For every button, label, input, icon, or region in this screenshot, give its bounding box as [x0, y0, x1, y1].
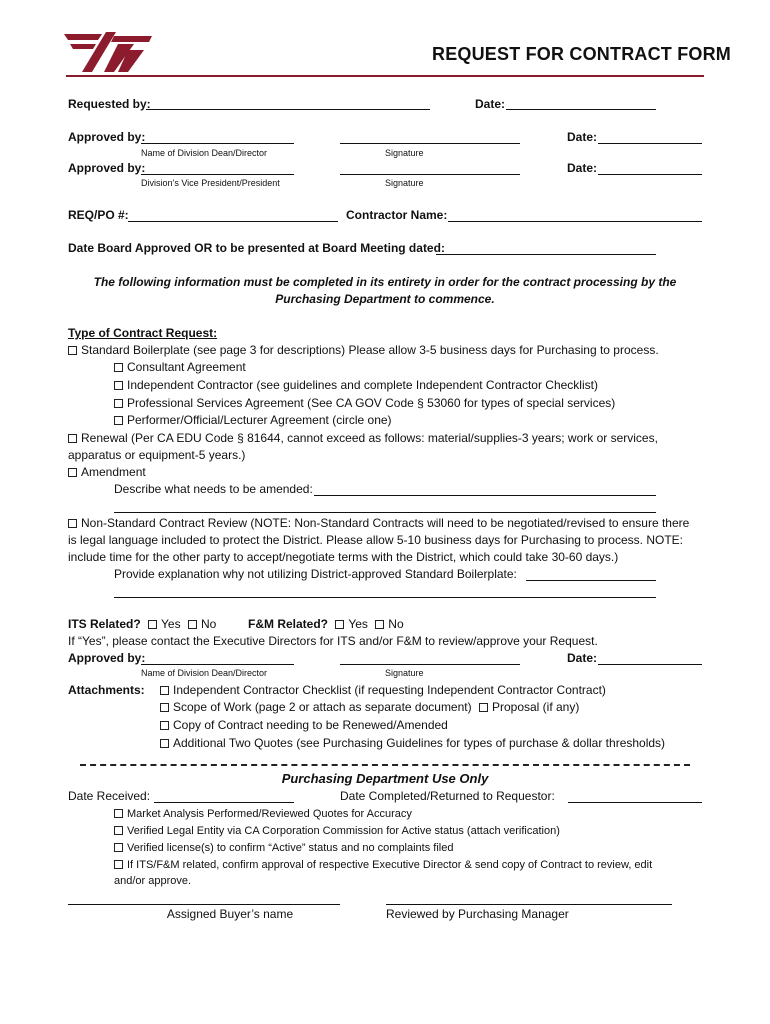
consultant-option — [114, 360, 246, 374]
requested-by-label: Requested by: — [68, 97, 151, 111]
logo-stripe-2 — [70, 44, 96, 49]
requested-by-field[interactable] — [146, 109, 430, 110]
attach-copy-text: Copy of Contract needing to be Renewed/Amended — [173, 718, 448, 732]
vp-signature-field[interactable] — [340, 174, 520, 175]
nonstandard-text-3: include time for the other party to accept/negotiate terms with the District, which could take 30-60 days.) — [68, 550, 619, 564]
amendment-text: Amendment — [81, 465, 146, 479]
attach-scope-checkbox[interactable] — [160, 703, 169, 712]
attach-checklist-option — [160, 683, 606, 697]
its-related-row — [68, 617, 216, 631]
consultant-checkbox[interactable] — [114, 363, 123, 372]
nonstandard-explain-label: Provide explanation why not utilizing District-approved Standard Boilerplate: — [114, 567, 517, 581]
board-date-field[interactable] — [436, 254, 656, 255]
amendment-option — [68, 465, 146, 479]
fm-no-text: No — [388, 617, 404, 631]
its-no-checkbox[interactable] — [188, 620, 197, 629]
signature-caption-1: Signature — [385, 148, 424, 158]
purchasing-item-1 — [114, 808, 412, 820]
independent-option — [114, 378, 598, 392]
attach-quotes-checkbox[interactable] — [160, 739, 169, 748]
market-analysis-checkbox[interactable] — [114, 809, 123, 818]
date-field-4[interactable] — [598, 664, 702, 665]
attach-quotes-option — [160, 736, 665, 750]
manager-caption: Reviewed by Purchasing Manager — [386, 907, 569, 921]
date-completed-label: Date Completed/Returned to Requestor: — [340, 789, 555, 803]
attachments-label: Attachments: — [68, 683, 145, 697]
performer-checkbox[interactable] — [114, 416, 123, 425]
fm-yes-checkbox[interactable] — [335, 620, 344, 629]
district-logo — [62, 30, 154, 74]
contract-type-heading: Type of Contract Request: — [68, 326, 218, 340]
header-rule — [66, 75, 704, 77]
renewal-text-1: Renewal (Per CA EDU Code § 81644, cannot exceed as follows: material/supplies-3 years; work or services, — [81, 431, 658, 445]
dean-caption-2: Name of Division Dean/Director — [141, 668, 268, 678]
vp-name-field[interactable] — [141, 174, 294, 175]
attach-quotes-text: Additional Two Quotes (see Purchasing Guidelines for types of purchase & dollar thresholds) — [173, 736, 666, 750]
nonstandard-option — [68, 516, 689, 530]
date-field-3[interactable] — [598, 174, 702, 175]
attach-scope-option — [160, 700, 579, 714]
date-field-2[interactable] — [598, 143, 702, 144]
approved-by-label-3: Approved by: — [68, 651, 146, 665]
nonstandard-explain-field-2[interactable] — [114, 597, 656, 598]
attach-copy-option — [160, 718, 448, 732]
renewal-option — [68, 431, 658, 445]
its-fm-approval-checkbox[interactable] — [114, 860, 123, 869]
logo-stripe-1 — [64, 34, 102, 40]
amend-describe-label: Describe what needs to be amended: — [114, 482, 313, 496]
date-label-3: Date: — [567, 161, 598, 175]
professional-text: Professional Services Agreement (See CA GOV Code § 53060 for types of special services) — [127, 396, 616, 410]
notice-line-2: Purchasing Department to commence. — [275, 292, 495, 306]
standard-checkbox[interactable] — [68, 346, 77, 355]
contractor-name-label: Contractor Name: — [346, 208, 448, 222]
section-divider — [80, 764, 690, 766]
professional-checkbox[interactable] — [114, 399, 123, 408]
attach-copy-checkbox[interactable] — [160, 721, 169, 730]
logo-bar-1 — [111, 36, 152, 42]
nonstandard-explain-field[interactable] — [526, 580, 656, 581]
independent-checkbox[interactable] — [114, 381, 123, 390]
renewal-checkbox[interactable] — [68, 434, 77, 443]
attach-proposal-text: Proposal (if any) — [491, 700, 580, 714]
standard-option — [68, 343, 659, 357]
fm-yes-text: Yes — [348, 617, 368, 631]
fm-no-checkbox[interactable] — [375, 620, 384, 629]
notice-line-1: The following information must be completed in its entirety in order for the contract processing by the — [93, 275, 677, 289]
performer-text: Performer/Official/Lecturer Agreement (circle one) — [127, 413, 392, 427]
contractor-name-field[interactable] — [448, 221, 702, 222]
dean-name-field[interactable] — [141, 143, 294, 144]
signature-caption-3: Signature — [385, 668, 424, 678]
renewal-text-2: apparatus or equipment-5 years.) — [68, 448, 246, 462]
attach-checklist-checkbox[interactable] — [160, 686, 169, 695]
its-fm-approval-text: If ITS/F&M related, confirm approval of respective Executive Director & send copy of Contract to review, edit — [127, 859, 653, 871]
fm-related-row — [248, 617, 404, 631]
amend-describe-field[interactable] — [314, 495, 656, 496]
dean-caption: Name of Division Dean/Director — [141, 148, 268, 158]
page-title: REQUEST FOR CONTRACT FORM — [432, 44, 731, 64]
purchasing-item-4 — [114, 859, 652, 871]
date-received-field[interactable] — [154, 802, 294, 803]
attach-checklist-text: Independent Contractor Checklist (if requesting Independent Contractor Contract) — [173, 683, 606, 697]
amend-describe-field-2[interactable] — [114, 512, 656, 513]
approved-by-label-2: Approved by: — [68, 161, 146, 175]
buyer-caption: Assigned Buyer’s name — [166, 907, 294, 921]
date-label-2: Date: — [567, 130, 598, 144]
license-text: Verified license(s) to confirm “Active” status and no complaints filed — [127, 842, 454, 854]
signature-caption-2: Signature — [385, 178, 424, 188]
its-yes-checkbox[interactable] — [148, 620, 157, 629]
attach-scope-text: Scope of Work (page 2 or attach as separate document) — [173, 700, 472, 714]
independent-text: Independent Contractor (see guidelines and complete Independent Contractor Checklist) — [127, 378, 598, 392]
standard-text: Standard Boilerplate (see page 3 for descriptions) Please allow 3-5 business days for Purchasing to process. — [81, 343, 659, 357]
date-field[interactable] — [506, 109, 656, 110]
date-label: Date: — [475, 97, 506, 111]
nonstandard-text-1: Non-Standard Contract Review (NOTE: Non-Standard Contracts will need to be negotiated/revised to ensure there — [81, 516, 690, 530]
its-fm-approval-text-2: and/or approve. — [114, 875, 192, 887]
consultant-text: Consultant Agreement — [127, 360, 246, 374]
nonstandard-text-2: is legal language included to protect the District. Please allow 5-10 business days for Purchasing to process. NOTE: — [68, 533, 683, 547]
dean-name-field-2[interactable] — [141, 664, 294, 665]
its-no-text: No — [200, 617, 217, 631]
purchasing-heading: Purchasing Department Use Only — [281, 771, 489, 786]
board-date-label: Date Board Approved OR to be presented at Board Meeting dated: — [68, 241, 445, 255]
purchasing-item-2 — [114, 825, 560, 837]
legal-entity-text: Verified Legal Entity via CA Corporation Commission for Active status (attach verification) — [127, 825, 560, 837]
related-contact-text: If “Yes”, please contact the Executive Directors for ITS and/or F&M to review/approve your Request. — [68, 634, 598, 648]
manager-signature-field[interactable] — [386, 904, 672, 905]
professional-option — [114, 396, 615, 410]
amendment-checkbox[interactable] — [68, 468, 77, 477]
req-po-label: REQ/PO #: — [68, 208, 129, 222]
purchasing-item-3 — [114, 842, 453, 854]
buyer-name-field[interactable] — [68, 904, 340, 905]
date-completed-field[interactable] — [568, 802, 702, 803]
license-checkbox[interactable] — [114, 843, 123, 852]
legal-entity-checkbox[interactable] — [114, 826, 123, 835]
fm-related-label: F&M Related? — [248, 617, 329, 631]
its-yes-text: Yes — [161, 617, 181, 631]
market-analysis-text: Market Analysis Performed/Reviewed Quotes for Accuracy — [127, 808, 412, 820]
date-received-label: Date Received: — [68, 789, 151, 803]
vp-caption: Division’s Vice President/President — [141, 178, 280, 188]
nonstandard-checkbox[interactable] — [68, 519, 77, 528]
dean-signature-field-2[interactable] — [340, 664, 520, 665]
date-label-4: Date: — [567, 651, 598, 665]
its-related-label: ITS Related? — [68, 617, 141, 631]
performer-option — [114, 413, 392, 427]
approved-by-label-1: Approved by: — [68, 130, 146, 144]
req-po-field[interactable] — [128, 221, 338, 222]
attach-proposal-checkbox[interactable] — [479, 703, 488, 712]
dean-signature-field[interactable] — [340, 143, 520, 144]
